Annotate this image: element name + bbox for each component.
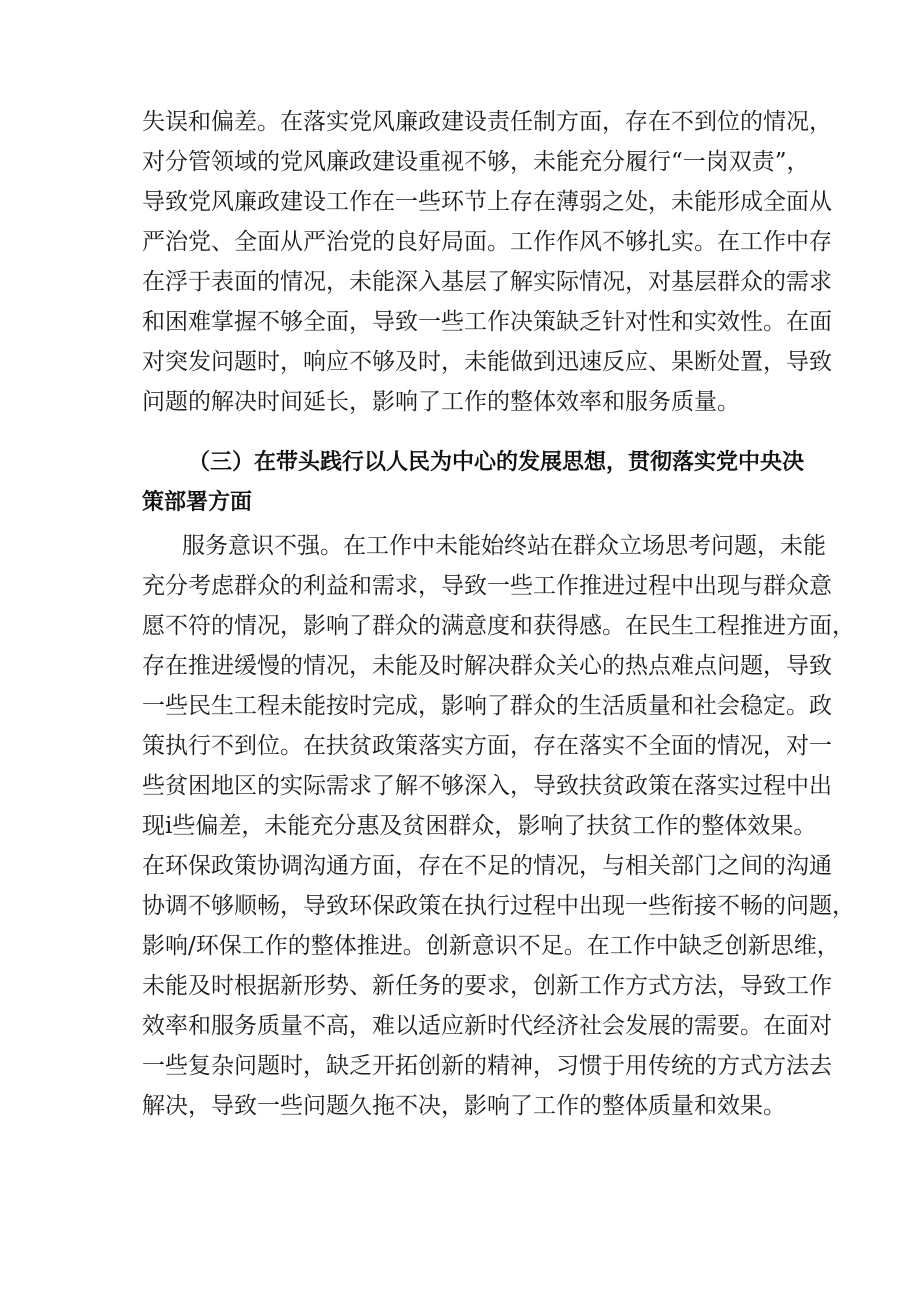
text-line: 问题的解决时间延长，影响了工作的整体效率和服务质量。	[142, 389, 740, 415]
text-line: 对分管领域的党风廉政建设重视不够，未能充分履行“一岗双责”，	[142, 149, 810, 175]
text-line: 影响/环保工作的整体推进。创新意识不足。在工作中缺乏创新思维，	[142, 933, 840, 959]
text-line: 些贫困地区的实际需求了解不够深入，导致扶贫政策在落实过程中出	[142, 773, 832, 799]
text-line: 对突发问题时，响应不够及时，未能做到迅速反应、果断处置，导致	[142, 349, 832, 375]
text-line: 愿不符的情况，影响了群众的满意度和获得感。在民生工程推进方面，	[142, 613, 855, 639]
text-line: 充分考虑群众的利益和需求，导致一些工作推进过程中出现与群众意	[142, 573, 832, 599]
text-line: 严治党、全面从严治党的良好局面。工作作风不够扎实。在工作中存	[142, 229, 832, 255]
text-line: 未能及时根据新形势、新任务的要求，创新工作方式方法，导致工作	[142, 973, 832, 999]
text-line: 导致党风廉政建设工作在一些环节上存在薄弱之处，未能形成全面从	[142, 189, 832, 215]
text-line: 现i些偏差，未能充分惠及贫困群众，影响了扶贫工作的整体效果。	[142, 813, 817, 839]
heading-line: （三）在带头践行以人民为中心的发展思想，贯彻落实党中央决	[188, 450, 805, 475]
text-line: 解决，导致一些问题久拖不决，影响了工作的整体质量和效果。	[142, 1093, 786, 1119]
text-line: 失误和偏差。在落实党风廉政建设责任制方面，存在不到位的情况，	[142, 109, 832, 135]
text-line: 协调不够顺畅，导致环保政策在执行过程中出现一些衔接不畅的问题，	[142, 893, 855, 919]
text-line: 在环保政策协调沟通方面，存在不足的情况，与相关部门之间的沟通	[142, 853, 832, 879]
text-line: 和困难掌握不够全面，导致一些工作决策缺乏针对性和实效性。在面	[142, 309, 832, 335]
text-line: 一些复杂问题时，缺乏开拓创新的精神，习惯于用传统的方式方法去	[142, 1053, 832, 1079]
heading-line: 策部署方面	[142, 490, 253, 515]
text-line: 服务意识不强。在工作中未能始终站在群众立场思考问题，未能	[182, 533, 826, 559]
text-line: 策执行不到位。在扶贫政策落实方面，存在落实不全面的情况，对一	[142, 733, 832, 759]
text-line: 存在推进缓慢的情况，未能及时解决群众关心的热点难点问题，导致	[142, 653, 832, 679]
text-line: 效率和服务质量不高，难以适应新时代经济社会发展的需要。在面对	[142, 1013, 832, 1039]
text-line: 一些民生工程未能按时完成，影响了群众的生活质量和社会稳定。政	[142, 693, 832, 719]
text-line: 在浮于表面的情况，未能深入基层了解实际情况，对基层群众的需求	[142, 269, 832, 295]
